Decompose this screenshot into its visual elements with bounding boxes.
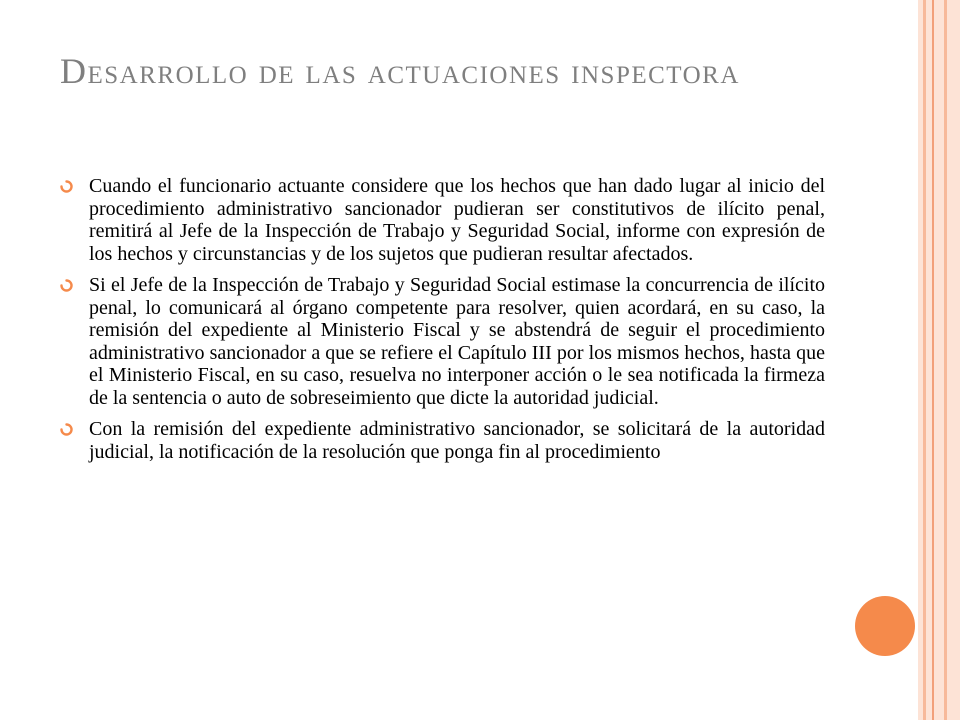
stripe-7 xyxy=(947,0,960,720)
orange-bullet-icon xyxy=(60,279,73,292)
orange-bullet-icon xyxy=(60,423,73,436)
stripe-5 xyxy=(934,0,944,720)
bullet-text: Cuando el funcionario actuante considere que los hechos que han dado lugar al inicio del procedimiento administrativo sancionador pudieran ser constitutivos de ilícito penal, remitirá al Jefe de la Inspección de Trabajo y Seguridad Social, informe con expresión de los hechos y circunstancias y de los sujetos que pudieran resultar afectados. xyxy=(89,175,825,265)
list-item xyxy=(60,418,825,463)
orange-bullet-icon xyxy=(60,180,73,193)
bullet-text: Con la remisión del expediente administrativo sancionador, se solicitará de la autoridad judicial, la notificación de la resolución que ponga fin al procedimiento xyxy=(89,418,825,463)
list-item xyxy=(60,175,825,265)
list-item xyxy=(60,274,825,409)
slide-title: Desarrollo de las actuaciones inspectora xyxy=(60,51,740,91)
orange-circle-icon xyxy=(855,596,915,656)
decorative-stripes xyxy=(918,0,960,720)
bullet-text: Si el Jefe de la Inspección de Trabajo y Seguridad Social estimase la concurrencia de ilícito penal, lo comunicará al órgano competente para resolver, quien acordará, en su caso, la remisión del expediente al Ministerio Fiscal y se abstendrá de seguir el procedimiento administrativo sancionador a que se refiere el Capítulo III por los mismos hechos, hasta que el Ministerio Fiscal, en su caso, resuelva no interponer acción o le sea notificada la firmeza de la sentencia o auto de sobreseimiento que dicte la autoridad judicial. xyxy=(89,274,825,409)
bullet-list xyxy=(60,175,825,472)
